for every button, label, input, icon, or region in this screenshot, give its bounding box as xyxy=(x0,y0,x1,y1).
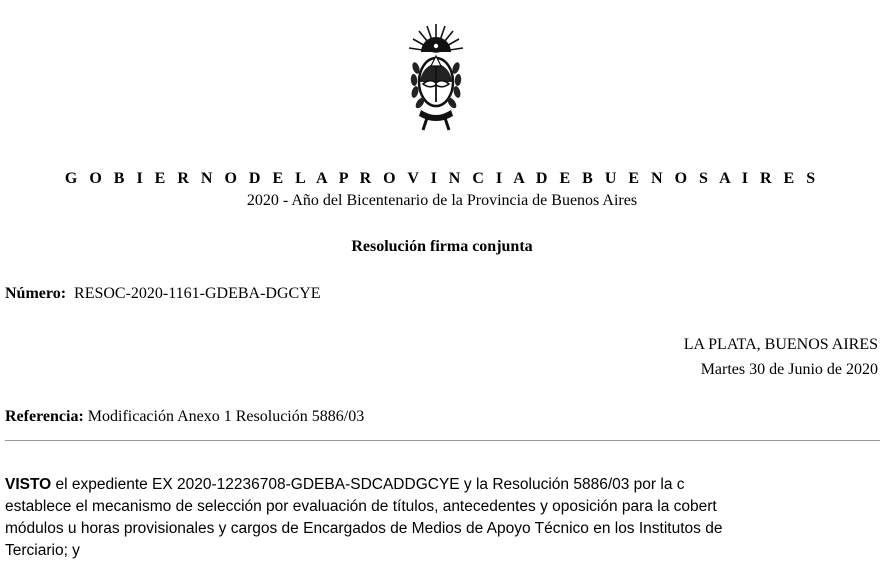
document-type: Resolución firma conjunta xyxy=(351,238,533,255)
numero-row xyxy=(5,285,321,303)
body-line-1-text: el expediente EX 2020-12236708-GDEBA-SDCADDGCYE y la Resolución 5886/03 por la c xyxy=(51,476,685,493)
referencia-label: Referencia: xyxy=(5,408,84,425)
body-line-2: establece el mecanismo de selección por evaluación de títulos, antecedentes y oposición para la cobert xyxy=(5,498,717,515)
year-motto: 2020 - Año del Bicentenario de la Provincia de Buenos Aires xyxy=(246,192,638,209)
government-title: G O B I E R N O D E L A P R O V I N C I A D E B U E N O S A I R E S xyxy=(64,170,820,187)
date-line: Martes 30 de Junio de 2020 xyxy=(700,361,878,378)
body-paragraph xyxy=(5,474,880,562)
body-line-1 xyxy=(5,474,880,496)
divider xyxy=(5,440,880,441)
body-line-3: módulos u horas provisionales y cargos de Encargados de Medios de Apoyo Técnico en los Institutos de xyxy=(5,520,723,537)
coat-of-arms-seal-icon xyxy=(405,22,467,134)
numero-value: RESOC-2020-1161-GDEBA-DGCYE xyxy=(74,285,321,302)
body-line-4: Terciario; y xyxy=(5,542,80,559)
numero-label: Número: xyxy=(5,285,67,302)
referencia-value: Modificación Anexo 1 Resolución 5886/03 xyxy=(87,408,365,425)
visto-label: VISTO xyxy=(5,476,52,493)
referencia-row xyxy=(5,408,364,426)
place-line: LA PLATA, BUENOS AIRES xyxy=(683,336,878,353)
